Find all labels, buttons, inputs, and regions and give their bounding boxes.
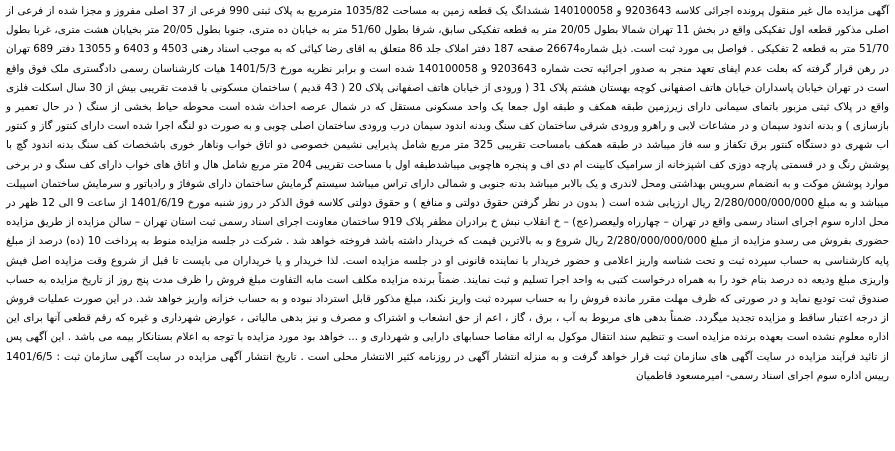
notice-body-text: آگهی مزایده مال غیر منقول پرونده اجرائی کلاسه 9203643 و 140100058 ششدانگ یک قطعه زمین به مساحت 1035/82 مترمربع به پلاک ثبتی 990 فرعی از 37 اصلی مفروز و مجزا شده از فرعی از اصلی مذکور قطعه اول تفکیکی واقع در بخش 11 تهران شمالا بطول 20/05 متر به قطعه تفکیکی سابق، شرقا بطول 51/60 متر به خیابان ده متری، جنوبا بطول 20/05 متر بخیابان هشت متری، غربا بطول 51/70 متر به قطعه 2 تفکیکی . فواصل بی مورد ثبت است. ذیل شماره26674 صفحه 187 دفتر املاک جلد 86 متعلق به اقای رضا کیائی که به موجب اسناد رهنی 4503 و 6403 و 13055 دفتر 689 تهران در رهن قرار گرفته که بعلت عدم ایفای تعهد منجر به صدور اجرائیه تحت شماره 9203643 و 140100058 شده است و برابر نظریه مورخ 1401/5/3 هیات کارشناسان رسمی دادگستری ملک فوق واقع است در تهران خیابان پاسداران خیابان هاتف اصفهانی کوچه بهستان هشتم پلاک 31 ( ورودی از خیابان هاتف اصفهانی پلاک 20 ( 43 قدیم ) ساختمان مسکونی با قدمت تقریبی بیش از 30 سال اسکلت فلزی واقع در پلاک ثبتی مزبور باتمای سیمانی دارای زیرزمین طبقه همکف و طبقه اول جمعا یک واحد مسکونی مستقل که در شمال عرصه احداث شده است محوطه حیاط بخشی از سنگ ( در حال تعمیر و بازسازی ) و بدنه اندود سیمان و در مشاعات لابی و راهرو ورودی شرقی ساختمان کف سنگ وبدنه اندود سیمان درب ورودی ساختمان اصلی چوبی و به صورت دو لنگه اجرا شده است دارای کنتور گاز و کنتور اب شهری دو دستگاه کنتور برق تکفاز و سه فاز میباشد در طبقه همکف بامساحت تقریبی 325 متر مربع شامل پذیرایی نشیمن خصوصی دو اتاق خواب وناهار خوری باشخصات کف سنگ بدنه اندود گچ با پوشش رنگ و در قسمتی پارچه دوزی کف اشپزخانه از سرامیک کابینت ام دی اف و پنجره هاچوبی میباشدطبقه اول با مساحت تقریبی 204 متر مربع شامل هال و اتاق های خواب دارای کف سنگ و در برخی موارد پوشش موکت و به انضمام سرویس بهداشتی ومحل لاندری و یک بالابر میباشد بدنه جنوبی و شمالی دارای تراس میباشد سیستم گرمایش ساختمان دارای شوفاژ و رادیاتور و سرمایش ساختمان اسپیلت میباشد و به مبلغ 2/280/000/000/000 ریال ارزیابی شده است ( بدون در نظر گرفتن حقوق دولتی و منافع ) و حقوق دولتی کلاسه فوق الذکر در روز شنبه مورخ 1401/6/19 از ساعت 9 الی 12 ظهر در محل اداره سوم اجرای اسناد رسمی واقع در تهران – چهارراه ولیعصر(عج) – خ انقلاب نبش خ برادران مظفر پلاک 919 ساختمان معاونت اجرای اسناد رسمی ثبت استان تهران – سالن مزایده از طریق مزایده حضوری بفروش می رسدو مزایده از مبلغ 2/280/000/000/000 ریال شروع و به بالاترین قیمت که خریدار داشته باشد فروخته خواهد شد . شرکت در جلسه مزایده منوط به پرداخت 10 (ده) درصد از مبلغ پایه کارشناسی به حساب سپرده ثبت و تحت شناسه واریز اعلامی و حضور خریدار با نماینده قانونی او در جلسه مزایده است. لذا خریدار و یا خریداران می بایست تا قبل از شروع وقت مزایده اصل فیش واریزی مبلغ ودیعه ده درصد بنام خود را به همراه درخواست کتبی به واحد اجرا تسلیم و ثبت نمایند. ضمناً برنده مزایده مکلف است مابه التفاوت مبلغ فروش را ظرف مدت پنج روز از تاریخ مزایده به حساب صندوق ثبت تودیع نماید و در صورتی که ظرف مهلت مقرر مانده فروش را به حساب سپرده ثبت واریز نکند، مبلغ مذکور قابل استرداد نبوده و به حساب خزانه واریز خواهد شد. در این صورت عملیات فروش از درجه اعتبار ساقط و مزایده تجدید میگردد. ضمناً بدهی های مربوط به آب ، برق ، گاز ، اعم از حق انشعاب و اشتراک و مصرف و نیز بدهی مالیاتی ، عوارض شهرداری و غیره که رقم قطعی آنها برای این اداره معلوم نشده است بعهده برنده مزایده است و تنظیم سند انتقال موکول به ارائه مفاصا حسابهای دارایی و شهرداری و ... خواهد بود مورد مزایده با توجه به اعلام بستانکار بیمه می باشد . این آگهی پس از تائید فرآیند مزایده در سایت آگهی های سازمان ثبت قرار خواهد گرفت و به منزله انتشار آگهی در روزنامه کثیر الانتشار محلی است . تاریخ انتشار آگهی مزایده در سایت آگهی سازمان ثبت : 1401/6/5 رییس اداره سوم اجرای اسناد رسمی- امیرمسعود قاطمیان [5,5,890,382]
